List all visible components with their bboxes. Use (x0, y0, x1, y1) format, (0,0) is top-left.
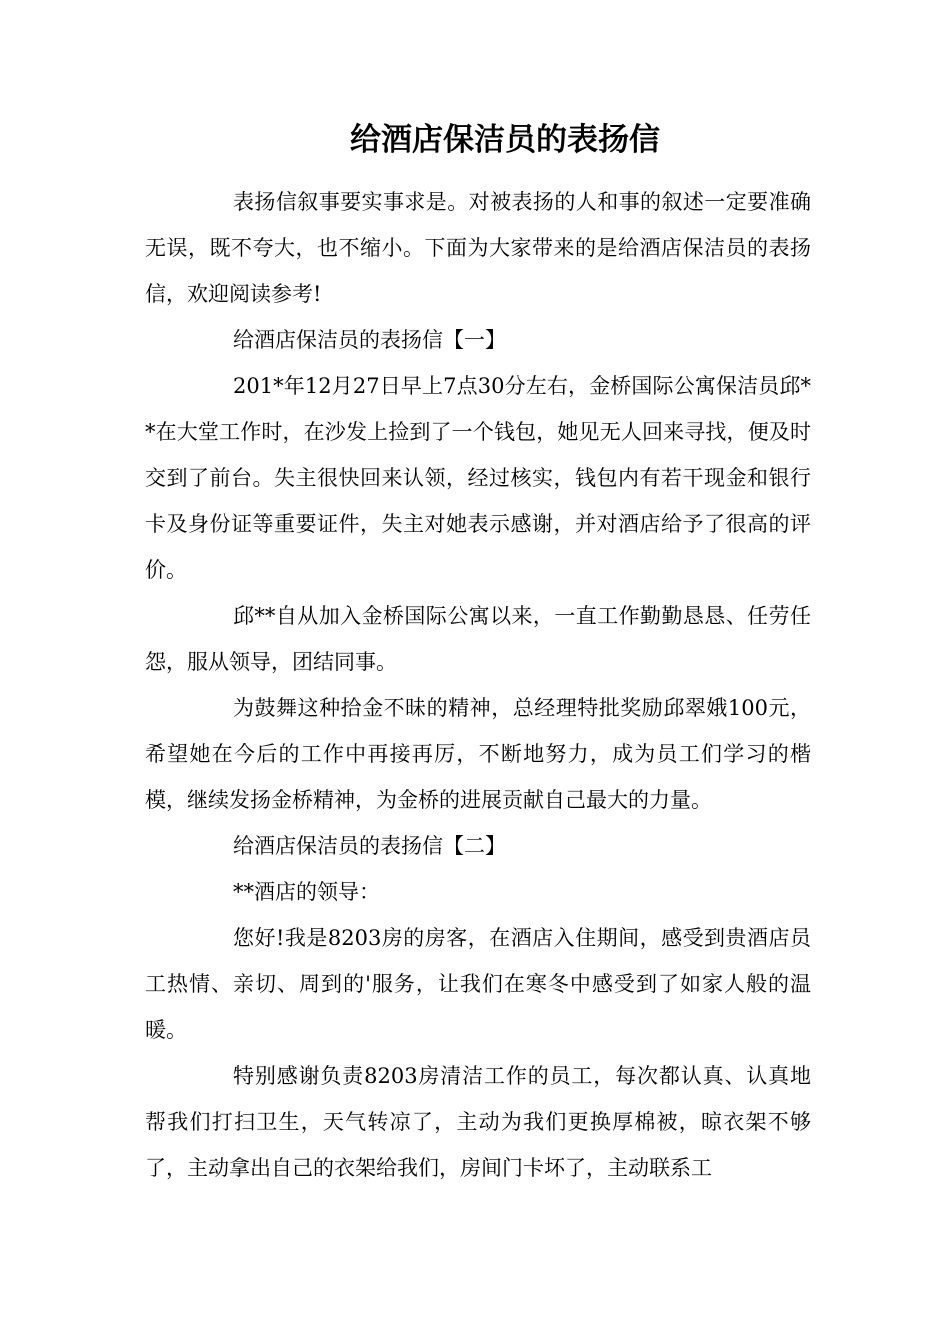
paragraph: 邱**自从加入金桥国际公寓以来，一直工作勤勤恳恳、任劳任怨，服从领导，团结同事。 (145, 604, 811, 674)
intro-paragraph: 表扬信叙事要实事求是。对被表扬的人和事的叙述一定要准确无误，既不夸大，也不缩小。下面为大家带来的是给酒店保洁员的表扬信，欢迎阅读参考! (145, 190, 811, 306)
paragraph: 特别感谢负责8203房清洁工作的员工，每次都认真、认真地帮我们打扫卫生，天气转凉了，主动为我们更换厚棉被，晾衣架不够了，主动拿出自己的衣架给我们，房间门卡坏了，主动联系工 (145, 1064, 811, 1180)
document-body (145, 179, 811, 1191)
paragraph: 201*年12月27日早上7点30分左右，金桥国际公寓保洁员邱**在大堂工作时，在沙发上捡到了一个钱包，她见无人回来寻找，便及时交到了前台。失主很快回来认领，经过核实，钱包内有若干现金和银行卡及身份证等重要证件，失主对她表示感谢，并对酒店给予了很高的评价。 (145, 374, 811, 582)
paragraph: 您好!我是8203房的房客，在酒店入住期间，感受到贵酒店员工热情、亲切、周到的'服务，让我们在寒冬中感受到了如家人般的温暖。 (145, 926, 811, 1042)
section-heading-two: 给酒店保洁员的表扬信【二】 (233, 834, 506, 858)
letter-salutation: **酒店的领导： (233, 880, 380, 904)
document-title: 给酒店保洁员的表扬信 (350, 122, 660, 158)
paragraph: 为鼓舞这种拾金不昧的精神，总经理特批奖励邱翠娥100元，希望她在今后的工作中再接再厉，不断地努力，成为员工们学习的楷模，继续发扬金桥精神，为金桥的进展贡献自己最大的力量。 (145, 696, 811, 812)
section-heading-one: 给酒店保洁员的表扬信【一】 (233, 328, 506, 352)
